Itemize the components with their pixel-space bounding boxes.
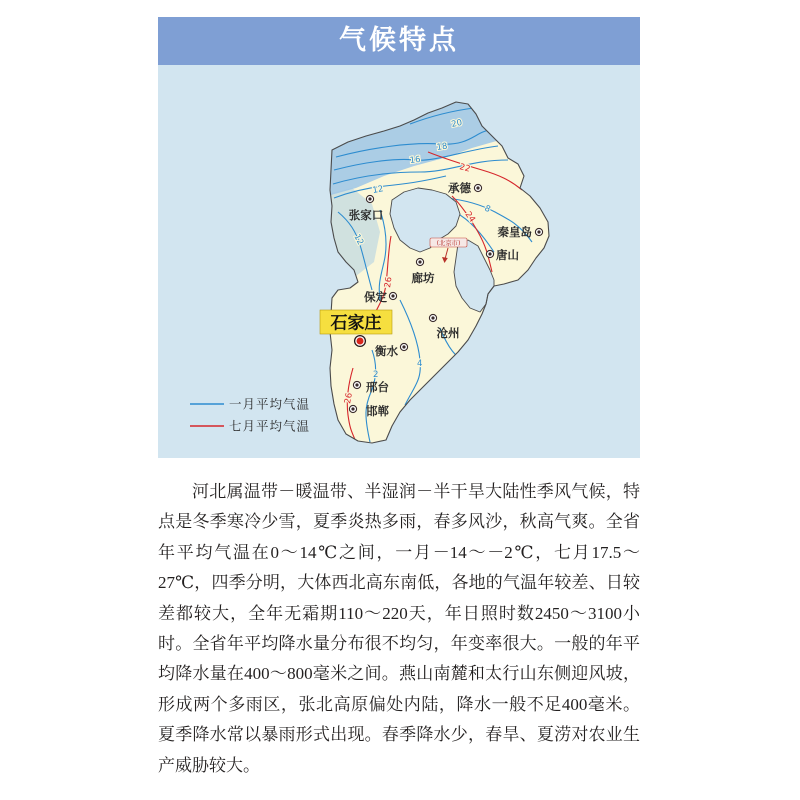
city-label: 邯郸 bbox=[366, 404, 389, 418]
city-label: 衡水 bbox=[375, 344, 398, 358]
city-label: 秦皇岛 bbox=[497, 225, 532, 239]
city-marker-dot bbox=[368, 197, 371, 200]
city-marker-dot bbox=[355, 383, 358, 386]
hebei-climate-map bbox=[158, 65, 640, 458]
section-title: 气候特点 bbox=[339, 25, 459, 56]
city-label: 沧州 bbox=[436, 326, 460, 340]
january-isotherm-label: 2 bbox=[373, 370, 379, 380]
city-marker-dot bbox=[418, 260, 421, 263]
climate-description bbox=[158, 477, 640, 781]
january-isotherm-label: 16 bbox=[409, 154, 422, 166]
capital-marker-dot bbox=[357, 338, 364, 345]
city-label: 张家口 bbox=[348, 208, 384, 222]
paragraph-line: 产威胁较大。 bbox=[158, 755, 260, 775]
january-isotherm-label: 8 bbox=[482, 203, 492, 216]
paragraph-line: 夏季降水常以暴雨形式出现。春季降水少，春旱、夏涝对农业生 bbox=[158, 725, 640, 745]
city-marker-dot bbox=[351, 407, 354, 410]
january-isotherm-label: 12 bbox=[351, 232, 366, 247]
legend-january-label: 一月平均气温 bbox=[229, 396, 311, 412]
january-isotherm-label: 12 bbox=[371, 184, 385, 196]
january-isotherm-label: 20 bbox=[450, 117, 464, 130]
city-label: 保定 bbox=[364, 290, 387, 304]
city-label: 承德 bbox=[448, 181, 471, 195]
january-isotherm-label: 4 bbox=[417, 359, 423, 369]
paragraph-line: 时。全省年平均降水量分布很不均匀，年变率很大。一般的年平 bbox=[158, 633, 640, 653]
city-marker-dot bbox=[402, 345, 405, 348]
paragraph-line: 均降水量在400～800毫米之间。燕山南麓和太行山东侧迎风坡， bbox=[158, 664, 640, 684]
city-marker-dot bbox=[488, 252, 491, 255]
map-panel bbox=[158, 65, 640, 458]
map-legend bbox=[190, 397, 310, 434]
city-label: 邢台 bbox=[366, 380, 389, 394]
city-marker-dot bbox=[537, 230, 540, 233]
capital-label: 石家庄 bbox=[330, 313, 382, 334]
july-isotherm-label: 26 bbox=[383, 276, 395, 289]
paragraph-line: 形成两个多雨区，张北高原偏处内陆，降水一般不足400毫米。 bbox=[158, 694, 640, 714]
city-marker-dot bbox=[476, 186, 479, 189]
july-isotherm-label: 24 bbox=[462, 209, 477, 225]
map-note-label: (北京市) bbox=[436, 240, 461, 247]
paragraph-line: 点是冬季寒冷少雪，夏季炎热多雨，春多风沙，秋高气爽。全省 bbox=[158, 512, 640, 532]
paragraph-line: 河北属温带－暖温带、半湿润－半干旱大陆性季风气候，特 bbox=[192, 482, 640, 501]
city-label: 廊坊 bbox=[411, 271, 435, 285]
legend-july-label: 七月平均气温 bbox=[229, 418, 311, 434]
city-marker-dot bbox=[431, 316, 434, 319]
july-isotherm-label: 26 bbox=[343, 392, 355, 405]
july-isotherm-label: 22 bbox=[458, 162, 472, 175]
paragraph-line: 差都较大，全年无霜期110～220天，年日照时数2450～3100小 bbox=[158, 603, 640, 623]
city-label: 唐山 bbox=[496, 248, 519, 262]
city-marker-dot bbox=[391, 294, 394, 297]
january-isotherm-label: 18 bbox=[436, 141, 449, 153]
paragraph-line: 27℃，四季分明，大体西北高东南低，各地的气温年较差、日较 bbox=[158, 573, 640, 593]
section-header bbox=[158, 17, 640, 65]
paragraph-line: 年平均气温在0～14℃之间，一月－14～－2℃，七月17.5～ bbox=[158, 542, 640, 562]
